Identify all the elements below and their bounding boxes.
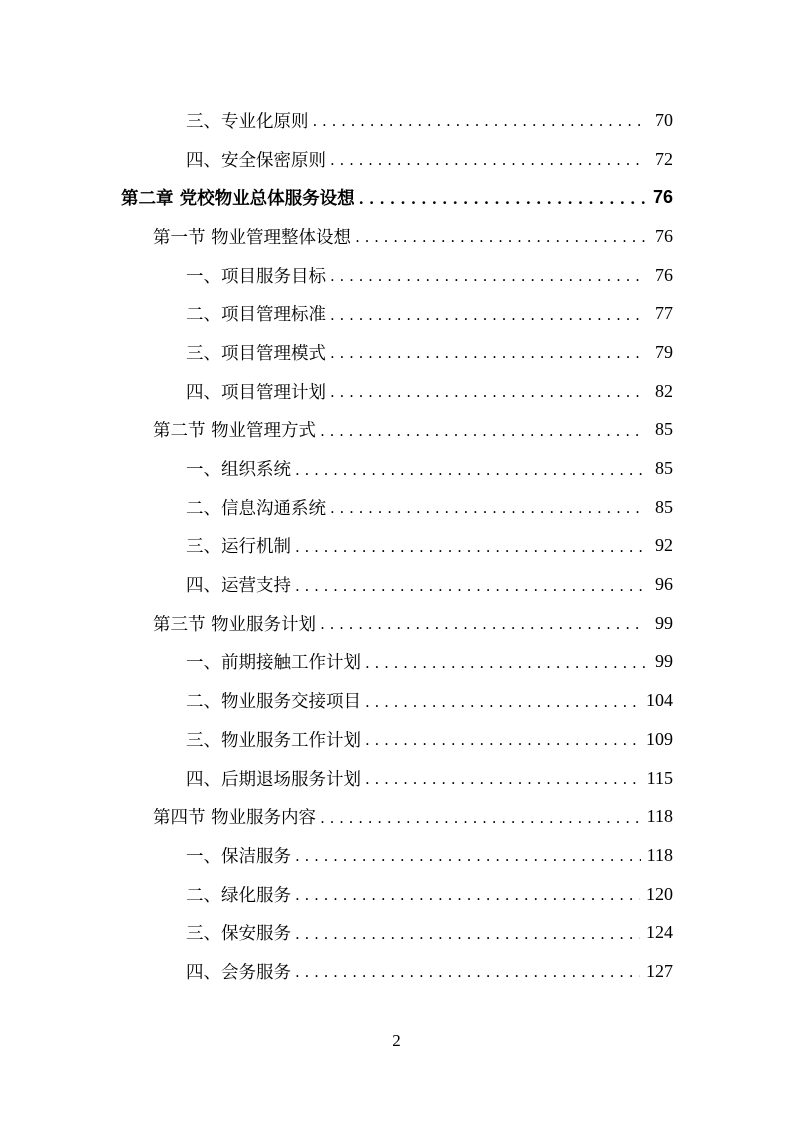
toc-entry-page: 70 [655, 109, 673, 130]
toc-entry-title: 四、后期退场服务计划 [186, 769, 361, 790]
toc-entry-page: 79 [655, 341, 673, 362]
toc-dot-leader [320, 809, 641, 827]
toc-item-entry[interactable] [0, 565, 793, 604]
toc-dot-leader [295, 886, 640, 904]
toc-dot-leader [359, 190, 645, 208]
toc-item-entry[interactable] [0, 875, 793, 914]
toc-entry-page: 118 [646, 806, 673, 827]
toc-entry-title: 第四节 物业服务内容 [153, 808, 317, 829]
toc-item-entry[interactable] [0, 140, 793, 179]
toc-item-entry[interactable] [0, 488, 793, 527]
toc-entry-page: 99 [655, 612, 673, 633]
toc-dot-leader [365, 731, 640, 749]
toc-entry-title: 四、运营支持 [186, 576, 291, 597]
toc-entry-title: 二、信息沟通系统 [186, 498, 326, 519]
toc-entry-page: 85 [655, 419, 673, 440]
toc-entry-page: 118 [646, 844, 673, 865]
toc-item-entry[interactable] [0, 333, 793, 372]
toc-entry-page: 127 [646, 960, 673, 981]
toc-entry-page: 85 [655, 458, 673, 479]
toc-entry-title: 三、保安服务 [186, 924, 291, 945]
toc-entry-title: 三、物业服务工作计划 [186, 730, 361, 751]
toc-item-entry[interactable] [0, 294, 793, 333]
toc-entry-title: 四、会务服务 [186, 962, 291, 983]
toc-dot-leader [295, 847, 641, 865]
toc-item-entry[interactable] [0, 643, 793, 682]
toc-dot-leader [295, 461, 645, 479]
toc-item-entry[interactable] [0, 913, 793, 952]
toc-item-entry[interactable] [0, 952, 793, 991]
toc-dot-leader [365, 654, 645, 672]
toc-entry-page: 76 [655, 264, 673, 285]
toc-entry-title: 三、项目管理模式 [186, 343, 326, 364]
toc-entry-title: 四、安全保密原则 [186, 150, 326, 171]
toc-chapter-entry[interactable] [0, 178, 793, 217]
toc-entry-title: 三、运行机制 [186, 537, 291, 558]
toc-entry-title: 一、前期接触工作计划 [186, 653, 361, 674]
toc-entry-title: 一、项目服务目标 [186, 266, 326, 287]
toc-entry-title: 第三节 物业服务计划 [153, 614, 317, 635]
toc-entry-title: 二、项目管理标准 [186, 305, 326, 326]
toc-dot-leader [365, 770, 641, 788]
toc-entry-page: 76 [655, 225, 673, 246]
toc-entry-page: 96 [655, 574, 673, 595]
toc-entry-page: 76 [652, 187, 673, 208]
toc-entry-page: 72 [655, 148, 673, 169]
toc-entry-page: 124 [646, 922, 673, 943]
toc-entry-page: 109 [646, 728, 673, 749]
toc-section-entry[interactable] [0, 217, 793, 256]
toc-section-entry[interactable] [0, 797, 793, 836]
toc-dot-leader [295, 538, 645, 556]
toc-entry-title: 一、组织系统 [186, 460, 291, 481]
toc-item-entry[interactable] [0, 449, 793, 488]
toc-dot-leader [330, 306, 645, 324]
toc-dot-leader [295, 963, 640, 981]
toc-dot-leader [330, 344, 645, 362]
toc-dot-leader [330, 151, 645, 169]
toc-entry-page: 82 [655, 380, 673, 401]
toc-entry-page: 77 [655, 303, 673, 324]
toc-item-entry[interactable] [0, 759, 793, 798]
toc-item-entry[interactable] [0, 681, 793, 720]
toc-entry-page: 120 [646, 883, 673, 904]
toc-dot-leader [320, 422, 645, 440]
toc-entry-title: 二、物业服务交接项目 [186, 692, 361, 713]
toc-entry-title: 第一节 物业管理整体设想 [153, 227, 352, 248]
page-number: 2 [392, 1031, 401, 1050]
toc-entry-title: 四、项目管理计划 [186, 382, 326, 403]
toc-dot-leader [330, 383, 645, 401]
toc-item-entry[interactable] [0, 372, 793, 411]
toc-section-entry[interactable] [0, 604, 793, 643]
toc-dot-leader [320, 615, 645, 633]
toc-section-entry[interactable] [0, 411, 793, 450]
toc-item-entry[interactable] [0, 527, 793, 566]
toc-entry-page: 99 [655, 651, 673, 672]
toc-dot-leader [295, 925, 640, 943]
toc-entry-page: 85 [655, 496, 673, 517]
toc-entry-title: 二、绿化服务 [186, 885, 291, 906]
toc-dot-leader [330, 267, 645, 285]
toc-item-entry[interactable] [0, 256, 793, 295]
toc-dot-leader [295, 577, 645, 595]
toc-dot-leader [330, 499, 645, 517]
toc-dot-leader [355, 228, 645, 246]
table-of-contents [0, 101, 793, 991]
toc-entry-title: 三、专业化原则 [186, 111, 309, 132]
toc-entry-title: 第二节 物业管理方式 [153, 421, 317, 442]
toc-item-entry[interactable] [0, 101, 793, 140]
toc-item-entry[interactable] [0, 720, 793, 759]
toc-entry-title: 第二章 党校物业总体服务设想 [121, 189, 355, 210]
toc-entry-page: 115 [646, 767, 673, 788]
toc-entry-page: 92 [655, 535, 673, 556]
toc-item-entry[interactable] [0, 836, 793, 875]
toc-entry-title: 一、保洁服务 [186, 846, 291, 867]
toc-entry-page: 104 [646, 690, 673, 711]
toc-dot-leader [365, 693, 640, 711]
toc-dot-leader [313, 112, 646, 130]
